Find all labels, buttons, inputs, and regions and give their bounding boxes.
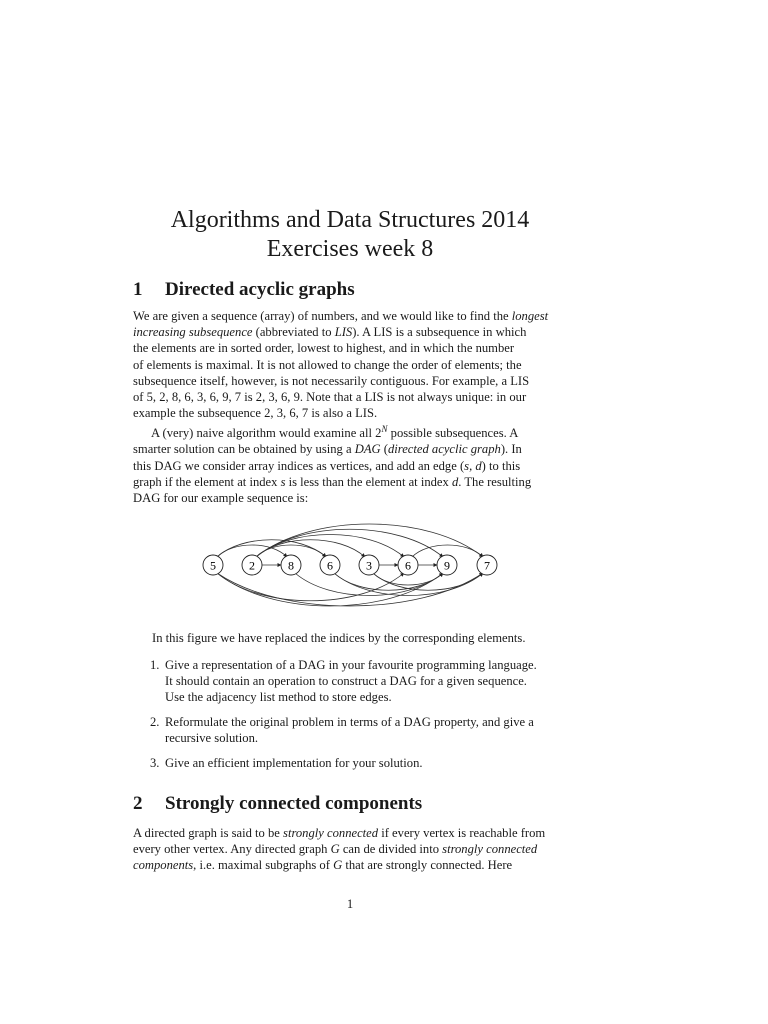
- text-line: subsequence itself, however, is not necessarily contiguous. For example, a LIS: [133, 373, 530, 388]
- dag-edge-0-5: [217, 573, 404, 601]
- list-marker: 1.: [150, 658, 160, 672]
- list-marker: 3.: [150, 756, 160, 770]
- dag-node-label: 2: [249, 558, 255, 573]
- text-line: increasing subsequence (abbreviated to LIS). A LIS is a subsequence in which: [133, 325, 527, 340]
- dag-node-label: 8: [288, 558, 294, 573]
- page-number: 1: [346, 897, 354, 911]
- dag-node-label: 5: [210, 558, 216, 573]
- text-line: the elements are in sorted order, lowest to highest, and in which the number: [133, 341, 515, 356]
- figure-caption: In this figure we have replaced the indices by the corresponding elements.: [152, 631, 526, 645]
- dag-edge-1-7: [256, 524, 483, 557]
- text-line: We are given a sequence (array) of numbers, and we would like to find the longest: [133, 309, 549, 323]
- dag-node-1: [242, 555, 262, 575]
- dag-nodes: [203, 555, 497, 575]
- dag-node-3: [320, 555, 340, 575]
- dag-node-2: [281, 555, 301, 575]
- text-line: A directed graph is said to be strongly connected if every vertex is reachable from: [133, 826, 546, 840]
- dag-node-label: 7: [484, 558, 490, 573]
- list-marker: 2.: [150, 715, 160, 729]
- dag-node-4: [359, 555, 379, 575]
- dag-node-label: 3: [366, 558, 372, 573]
- text-line: of 5, 2, 8, 6, 3, 6, 9, 7 is 2, 3, 6, 9. Note that a LIS is not always unique: in our: [133, 390, 527, 405]
- title-line-2: Exercises week 8: [266, 236, 434, 262]
- text-line: graph if the element at index s is less than the element at index d. The resulting: [133, 474, 532, 489]
- section-2-heading: [133, 793, 422, 815]
- dag-node-label: 6: [405, 558, 411, 573]
- text-line: example the subsequence 2, 3, 6, 7 is also a LIS.: [133, 406, 378, 421]
- section-1-paragraph-2: [133, 421, 566, 506]
- dag-edge-0-3: [217, 540, 326, 557]
- section-2-number: 2: [133, 793, 143, 814]
- dag-node-0: [203, 555, 223, 575]
- section-1-title: Directed acyclic graphs: [165, 279, 355, 300]
- dag-edge-3-6: [334, 573, 443, 590]
- section-1-number: 1: [133, 279, 143, 300]
- dag-edge-4-7: [373, 573, 483, 590]
- text-line: DAG for our example sequence is:: [133, 491, 309, 505]
- dag-node-label: 9: [444, 558, 450, 573]
- dag-node-7: [477, 555, 497, 575]
- document-page: Algorithms and Data Structures 2014 Exercises week 8 1 Directed acyclic graphs We are given a sequence (array) of numbers, and we would like to find the longest increasing subsequence (abbreviated to LIS). A LIS is a subsequence in which the elements are in sorted order, lowest to highest, and in which the number of elements is maximal. It is not allowed to change the order of elements; the subsequence itself, however, is not necessarily contiguous. For example, a LIS of 5, 2, 8, 6, 3, 6, 9, 7 is 2, 3, 6, 9. Note that a LIS is not always unique: in our example the subsequence 2, 3, 6, 7 is also a LIS. A (very) naive algorithm would examine all $2^N$ possible subsequences. A smarter solution can be obtained by using a DAG (directed acyclic graph). In this DAG we consider array indices as vertices, and add an edge (s, d) to this graph if the element at index s is less than the element at index d. The resulting DAG for our example sequence is: 5 2 8 6 3 6 9 7 In this figure we have replaced the indices by the corresponding elements. 1. Give a representation of a DAG in your favourite programming language. It should contain an operation to construct a DAG for a given sequence. Use the adjacency list method to store edges. 2. Reformulate the original problem in terms of a DAG property, and give a recursive solution. 3. Give an efficient implementation for your solution. 2 Strongly connected components A directed graph is said to be strongly connected if every vertex is reachable from every other vertex. Any directed graph G can de divided into strongly connected components, i.e. maximal subgraphs of G that are strongly connected. Here 1: [0, 0, 768, 1024]
- section-1-heading: [133, 279, 355, 301]
- text-line: A (very) naive algorithm would examine all $2^N$ possible subsequences. A: [151, 424, 519, 441]
- text-line: this DAG we consider array indices as vertices, and add an edge (s, d) to this: [133, 458, 521, 473]
- section-2-paragraph-1: [133, 825, 566, 874]
- dag-node-6: [437, 555, 457, 575]
- text-line: of elements is maximal. It is not allowed to change the order of elements; the: [133, 357, 522, 372]
- section-1-paragraph-1: [133, 308, 566, 421]
- text-line: every other vertex. Any directed graph G can de divided into strongly connected: [133, 842, 538, 857]
- section-2-title: Strongly connected components: [165, 793, 423, 814]
- text-line: smarter solution can be obtained by using a DAG (directed acyclic graph). In: [133, 442, 522, 457]
- dag-node-label: 6: [327, 558, 333, 573]
- dag-diagram: [190, 508, 510, 620]
- document-title: [0, 206, 700, 264]
- text-line: components, i.e. maximal subgraphs of G that are strongly connected. Here: [133, 858, 513, 873]
- dag-node-5: [398, 555, 418, 575]
- title-line-1: Algorithms and Data Structures 2014: [170, 207, 530, 233]
